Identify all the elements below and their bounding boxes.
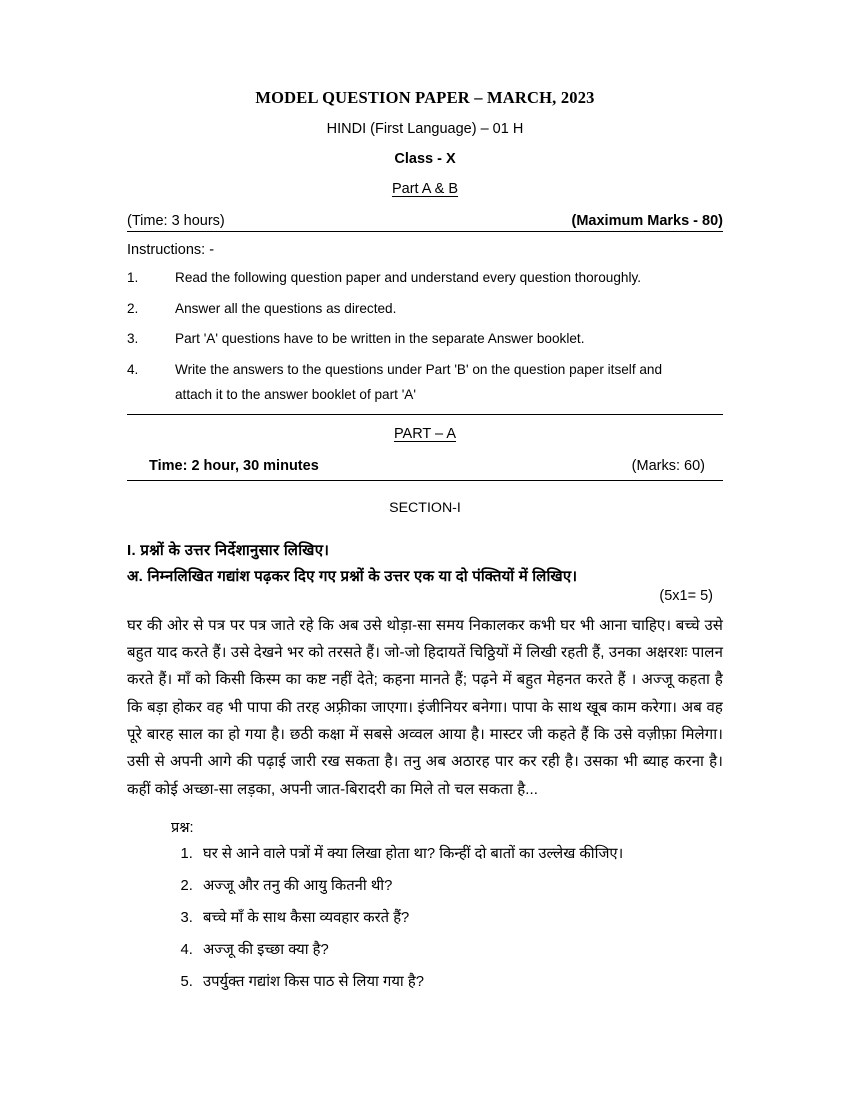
part-a-label: PART – A [393, 425, 457, 442]
instruction-item [127, 299, 723, 319]
part-a-duration [127, 458, 319, 474]
questions-label: प्रश्न: [171, 819, 194, 836]
reading-passage: घर की ओर से पत्र पर पत्र जाते रहे कि अब उसे थोड़ा-सा समय निकालकर कभी घर भी आना चाहिए। बच्चे उसे बहुत याद करते हैं। उसे देखने भर को तरसते हैं। जो-जो हिदायतें चिठ्ठियों में लिखी रहती हैं, उनका अक्षरशः पालन करते हैं। माँ को किसी किस्म का कष्ट नहीं देते; कहना मानते हैं; पढ़ने में बहुत मेहनत करते हैं । अज्जू कहता है कि बड़ा होकर वह भी पापा की तरह अफ़्रीका जाएगा। इंजीनियर बनेगा। पापा के साथ खूब काम करेगा। अब वह पूरे बारह साल का हो गया है। छठी कक्षा में सबसे अव्वल आया है। मास्टर जी कहते हैं कि उसे वज़ीफ़ा मिलेगा। उसी से अपनी आगे की पढ़ाई जारी रख सकता है। तनु अब अठारह पार कर रही है। उसका भी ब्याह करना है। कहीं कोई अच्छा-सा लड़का, अपनी जात-बिरादरी का मिले तो चल सकता है... [127, 616, 723, 798]
question-marks-allocation: (5x1= 5) [659, 587, 713, 604]
part-a-block [127, 426, 723, 516]
instruction-text: Part 'A' questions have to be written in the separate Answer booklet. [175, 331, 585, 347]
part-ab-label: Part A & B [391, 181, 459, 197]
list-item: 3. बच्चे माँ के साथ कैसा व्यवहार करते हैं? [197, 907, 723, 930]
section-heading: SECTION-I [389, 499, 461, 516]
instruction-number: 3. [127, 331, 139, 347]
instructions-divider-rule [127, 414, 723, 415]
hindi-content-block [127, 540, 723, 994]
question-paper-sheet [127, 88, 723, 1003]
question-group-heading-roman: I. प्रश्नों के उत्तर निर्देशानुसार लिखिए। [127, 541, 330, 559]
question-group-heading-a: अ. निम्नलिखित गद्यांश पढ़कर दिए गए प्रश्नों के उत्तर एक या दो पंक्तियों में लिखिए। [127, 567, 578, 585]
part-a-divider-rule [127, 480, 723, 481]
instruction-text: Write the answers to the questions under Part 'B' on the question paper itself and [175, 362, 663, 378]
subject-line: HINDI (First Language) – 01 H [326, 121, 524, 137]
part-a-time-marks-row [127, 458, 723, 480]
header-divider-rule [127, 231, 723, 232]
instruction-number: 4. [127, 362, 139, 378]
part-a-marks: (Marks: 60) [631, 457, 705, 474]
questions-list [171, 843, 723, 994]
part-a-heading [127, 426, 723, 442]
instruction-number: 1. [127, 270, 139, 285]
instruction-item [127, 268, 723, 288]
instruction-text: Answer all the questions as directed. [175, 300, 397, 316]
instruction-number: 2. [127, 300, 139, 316]
instruction-text: Read the following question paper and understand every question thoroughly. [175, 270, 642, 285]
list-item: 4. अज्जू की इच्छा क्या है? [197, 939, 723, 962]
list-item: 1. घर से आने वाले पत्रों में क्या लिखा होता था? किन्हीं दो बातों का उल्लेख कीजिए। [197, 843, 683, 866]
exam-duration: (Time: 3 hours) [127, 213, 225, 229]
time-marks-row [127, 213, 723, 229]
part-ab-line [127, 181, 723, 197]
list-item: 2. अज्जू और तनु की आयु कितनी थी? [197, 875, 723, 898]
instruction-text-continued: attach it to the answer booklet of part 'A' [175, 386, 416, 402]
class-line: Class - X [394, 151, 456, 167]
part-a-duration-text: Time: 2 hour, 30 minutes [149, 457, 319, 474]
instructions-heading: Instructions: - [127, 242, 215, 258]
list-item: 5. उपर्युक्त गद्यांश किस पाठ से लिया गया है? [197, 971, 723, 994]
page-title: MODEL QUESTION PAPER – MARCH, 2023 [255, 88, 595, 107]
instruction-item [127, 360, 723, 380]
maximum-marks: (Maximum Marks - 80) [571, 213, 723, 229]
instruction-item [127, 329, 723, 349]
